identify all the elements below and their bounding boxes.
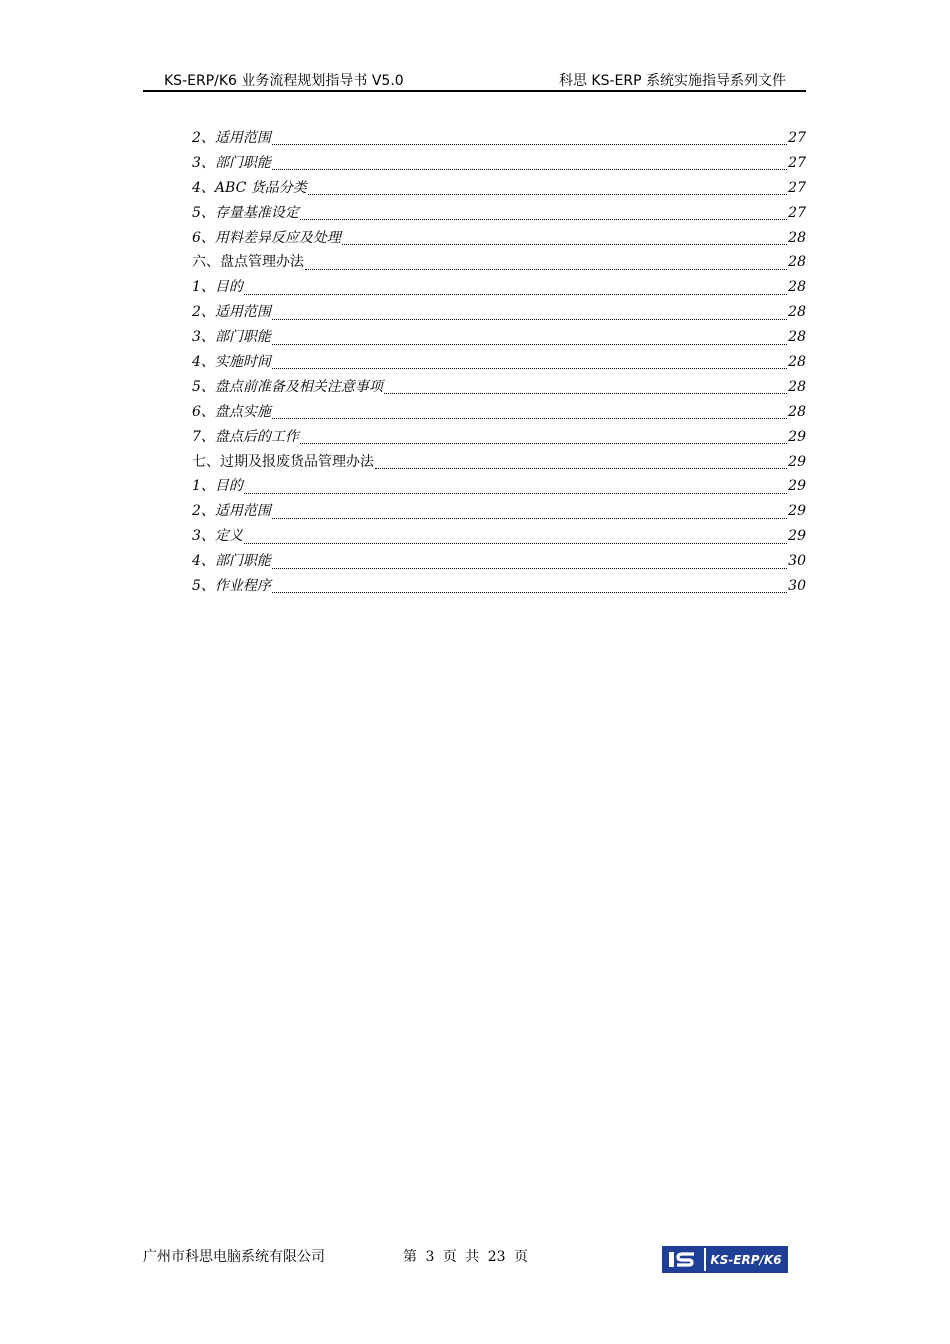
footer-company-name: 广州市科思电脑系统有限公司 xyxy=(143,1249,325,1265)
toc-entry[interactable] xyxy=(192,524,806,549)
toc-entry[interactable] xyxy=(192,300,806,325)
toc-entry[interactable] xyxy=(192,350,806,375)
toc-entry-title: 5、作业程序 xyxy=(192,578,271,595)
toc-entry[interactable] xyxy=(192,250,806,275)
toc-entry[interactable] xyxy=(192,425,806,450)
toc-entry[interactable] xyxy=(192,201,806,226)
toc-entry-page: 29 xyxy=(788,478,806,495)
toc-entry[interactable] xyxy=(192,450,806,475)
toc-entry-title: 六、盘点管理办法 xyxy=(192,254,304,271)
footer-page-number: 第 3 页 共 23 页 xyxy=(403,1249,528,1265)
toc-entry-page: 29 xyxy=(788,453,806,470)
toc-entry[interactable] xyxy=(192,151,806,176)
toc-entry-page: 30 xyxy=(788,578,806,595)
toc-entry-page: 28 xyxy=(788,279,806,296)
toc-entry[interactable] xyxy=(192,226,806,251)
toc-entry-page: 28 xyxy=(788,354,806,371)
toc-entry[interactable] xyxy=(192,126,806,151)
toc-dot-leader xyxy=(244,293,787,295)
header-document-title: KS-ERP/K6 业务流程规划指导书 V5.0 xyxy=(164,73,404,89)
toc-entry-title: 2、适用范围 xyxy=(192,304,271,321)
toc-entry-title: 6、用料差异反应及处理 xyxy=(192,229,341,246)
toc-dot-leader xyxy=(272,567,787,569)
toc-entry-page: 29 xyxy=(788,503,806,520)
toc-dot-leader xyxy=(300,442,787,444)
toc-dot-leader xyxy=(375,467,787,469)
toc-dot-leader xyxy=(272,143,787,145)
toc-entry-page: 28 xyxy=(788,378,806,395)
toc-dot-leader xyxy=(272,517,787,519)
toc-entry-page: 27 xyxy=(788,204,806,221)
toc-dot-leader xyxy=(244,542,787,544)
toc-entry-page: 29 xyxy=(788,528,806,545)
toc-dot-leader xyxy=(272,318,787,320)
toc-dot-leader xyxy=(272,168,787,170)
toc-dot-leader xyxy=(300,218,787,220)
toc-entry[interactable] xyxy=(192,549,806,574)
toc-entry-title: 1、目的 xyxy=(192,279,243,296)
toc-dot-leader xyxy=(305,268,787,270)
toc-entry-page: 28 xyxy=(788,254,806,271)
toc-dot-leader xyxy=(244,492,787,494)
toc-entry-title: 4、实施时间 xyxy=(192,354,271,371)
toc-dot-leader xyxy=(308,193,787,195)
toc-entry[interactable] xyxy=(192,474,806,499)
toc-entry-title: 2、适用范围 xyxy=(192,503,271,520)
toc-entry[interactable] xyxy=(192,574,806,599)
toc-dot-leader xyxy=(342,243,787,245)
company-logo xyxy=(662,1246,788,1273)
table-of-contents xyxy=(192,126,806,599)
toc-dot-leader xyxy=(272,367,787,369)
toc-entry-page: 28 xyxy=(788,229,806,246)
toc-entry-title: 4、ABC 货品分类 xyxy=(192,179,307,196)
logo-text: KS-ERP/K6 xyxy=(706,1248,786,1271)
toc-entry-page: 27 xyxy=(788,154,806,171)
toc-dot-leader xyxy=(272,343,787,345)
toc-entry[interactable] xyxy=(192,375,806,400)
toc-entry-title: 3、部门职能 xyxy=(192,154,271,171)
toc-entry-title: 2、适用范围 xyxy=(192,130,271,146)
toc-dot-leader xyxy=(272,591,787,593)
toc-entry[interactable] xyxy=(192,400,806,425)
toc-entry-page: 28 xyxy=(788,329,806,346)
toc-entry-title: 3、定义 xyxy=(192,528,243,545)
toc-entry-title: 1、目的 xyxy=(192,478,243,495)
header-series-title: 科思 KS-ERP 系统实施指导系列文件 xyxy=(558,73,786,89)
toc-entry-title: 5、存量基准设定 xyxy=(192,204,299,221)
toc-entry-title: 3、部门职能 xyxy=(192,329,271,346)
toc-entry-page: 28 xyxy=(788,304,806,321)
toc-dot-leader xyxy=(384,392,787,394)
page-header xyxy=(143,62,806,92)
toc-dot-leader xyxy=(272,417,787,419)
toc-entry[interactable] xyxy=(192,176,806,201)
toc-entry[interactable] xyxy=(192,499,806,524)
toc-entry-title: 5、盘点前准备及相关注意事项 xyxy=(192,378,383,395)
toc-entry-title: 6、盘点实施 xyxy=(192,403,271,420)
toc-entry-page: 30 xyxy=(788,553,806,570)
toc-entry-page: 27 xyxy=(788,130,806,146)
toc-entry[interactable] xyxy=(192,325,806,350)
toc-entry-title: 7、盘点后的工作 xyxy=(192,428,299,445)
toc-entry-title: 4、部门职能 xyxy=(192,553,271,570)
toc-entry[interactable] xyxy=(192,275,806,300)
toc-entry-page: 28 xyxy=(788,403,806,420)
toc-entry-title: 七、过期及报废货品管理办法 xyxy=(192,453,374,470)
ks-logo-icon xyxy=(664,1248,706,1271)
toc-entry-page: 27 xyxy=(788,179,806,196)
toc-entry-page: 29 xyxy=(788,428,806,445)
